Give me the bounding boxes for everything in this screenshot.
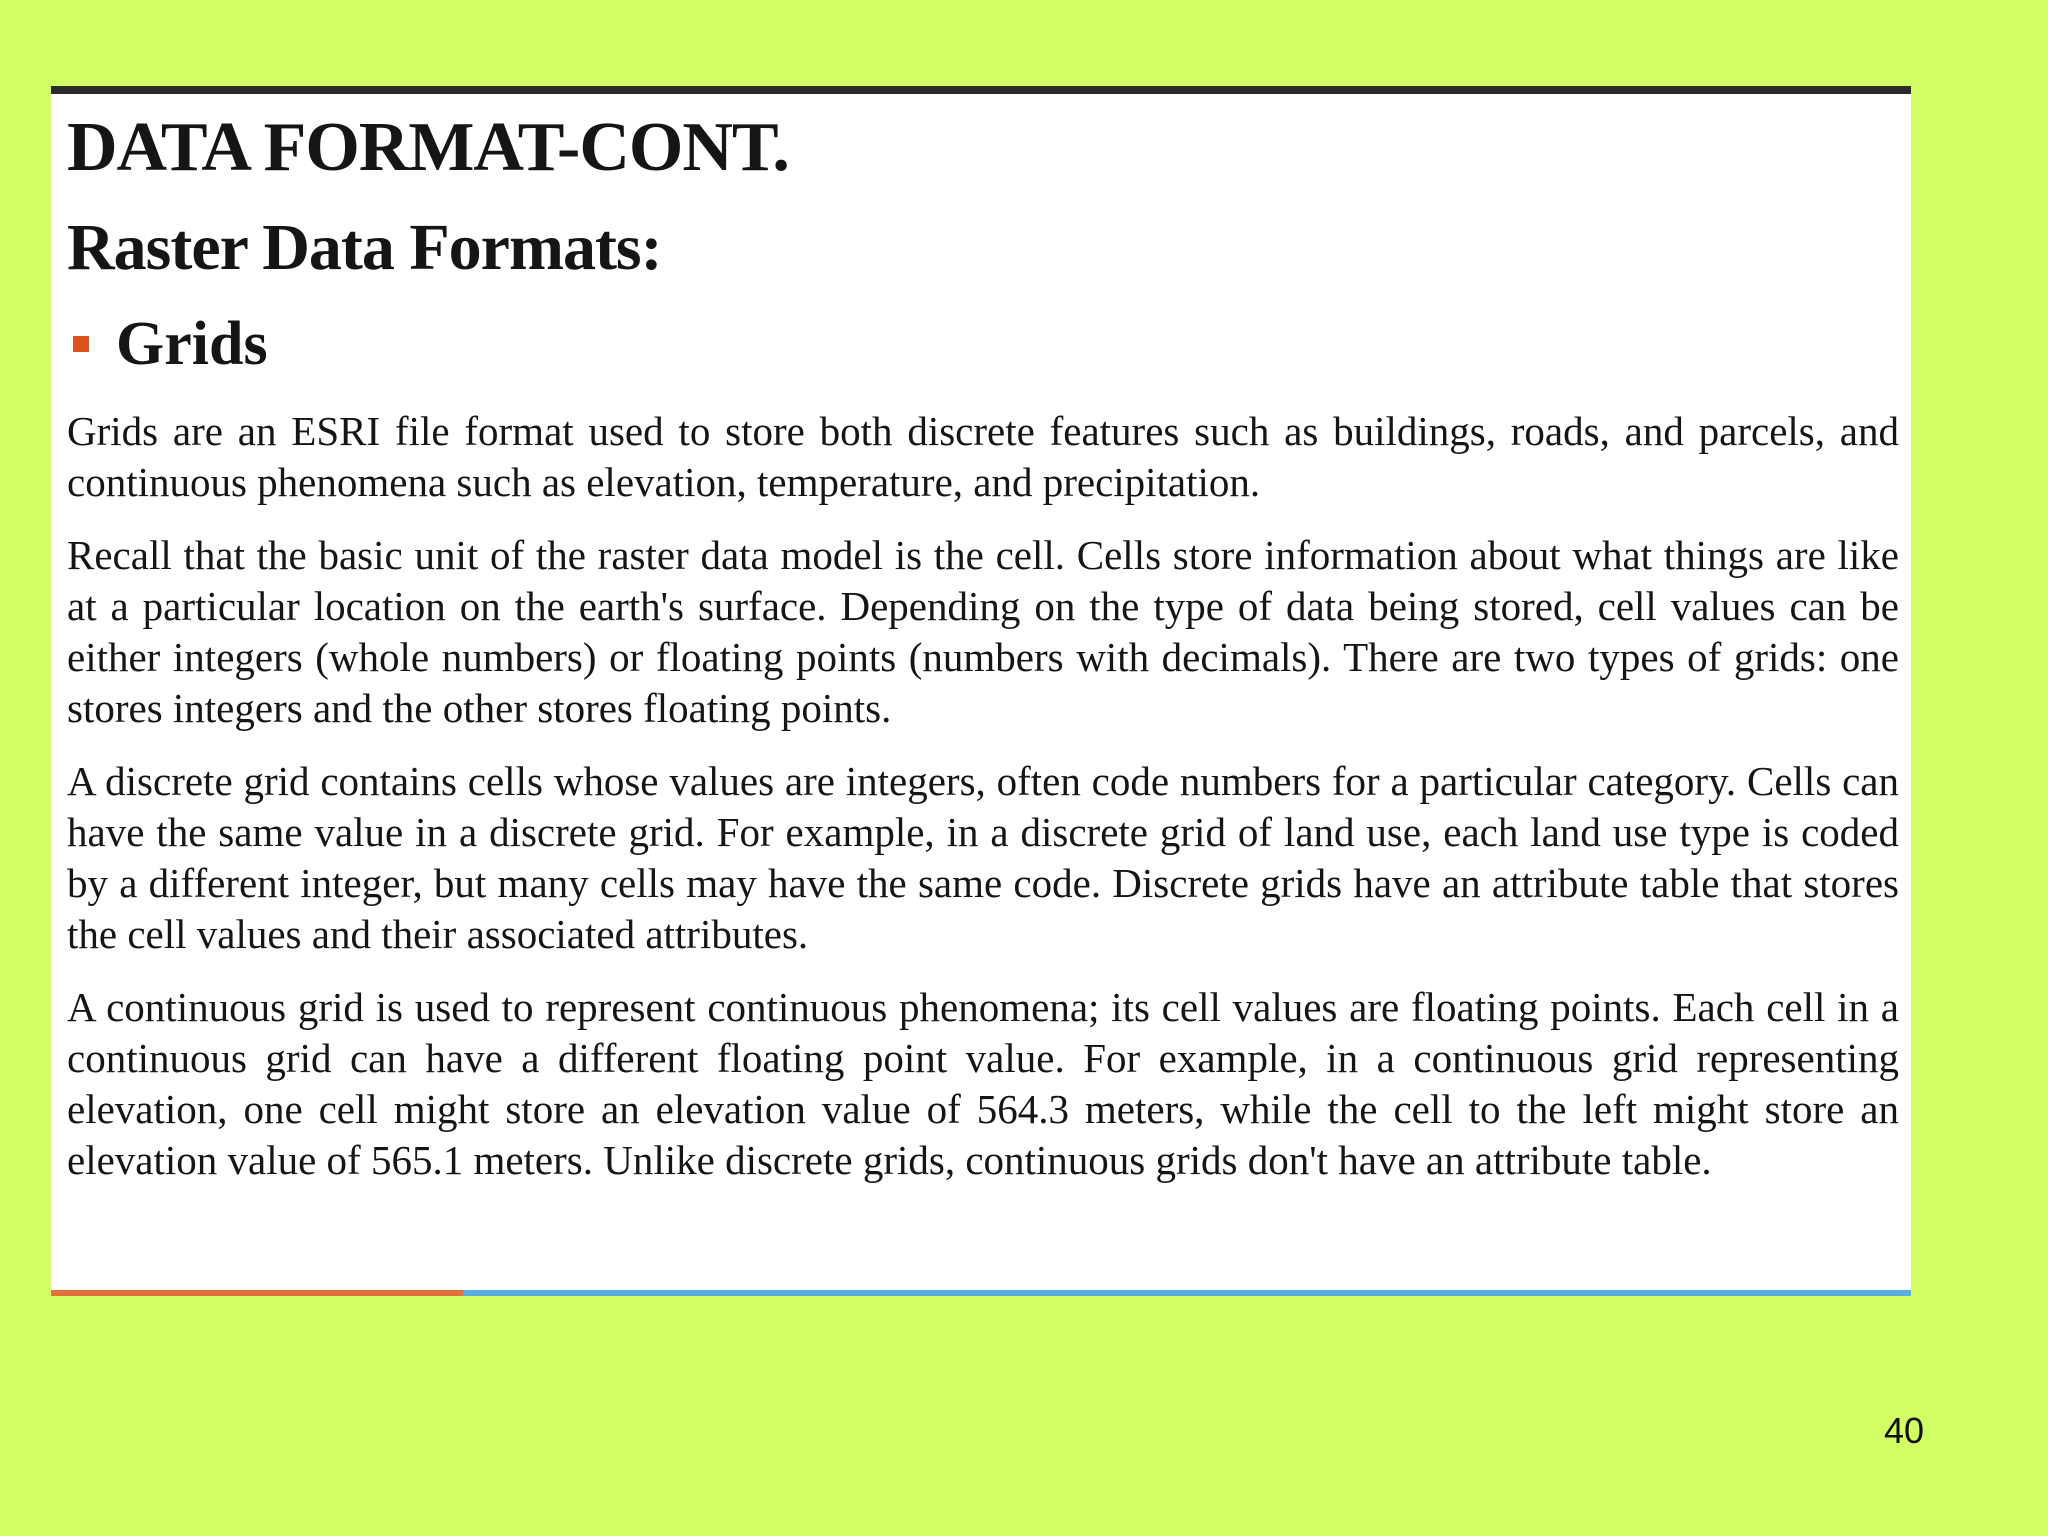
- paragraph-raster-cell: Recall that the basic unit of the raster data model is the cell. Cells store information about what things are like at a particular location on the earth's surface. Depending on the type of data being stored, cell values can be either integers (whole numbers) or floating points (numbers with decimals). There are two types of grids: one stores integers and the other stores floating points.: [67, 532, 1899, 731]
- bottom-divider-orange: [51, 1290, 463, 1296]
- paragraph-grids-intro: Grids are an ESRI file format used to store both discrete features such as buildings, roads, and parcels, and continuous phenomena such as elevation, temperature, and precipitation.: [67, 408, 1899, 505]
- page-number: 40: [1883, 1410, 1924, 1451]
- top-divider: [51, 86, 1911, 94]
- paragraph-discrete-grid: A discrete grid contains cells whose values are integers, often code numbers for a particular category. Cells can have the same value in a discrete grid. For example, in a discrete grid of land use, each land use type is coded by a different integer, but many cells may have the same code. Discrete grids have an attribute table that stores the cell values and their associated attributes.: [67, 758, 1899, 957]
- square-bullet-icon: [73, 336, 89, 352]
- paragraph-continuous-grid: A continuous grid is used to represent continuous phenomena; its cell values are floating points. Each cell in a continuous grid can have a different floating point value. For example, in a continuous grid representing elevation, one cell might store an elevation value of 564.3 meters, while the cell to the left might store an elevation value of 565.1 meters. Unlike discrete grids, continuous grids don't have an attribute table.: [67, 984, 1899, 1183]
- slide-title: DATA FORMAT-CONT.: [67, 109, 789, 186]
- slide-subtitle: Raster Data Formats:: [67, 211, 662, 284]
- bullet-label: Grids: [116, 310, 268, 378]
- bullet-item-grids: [67, 308, 1899, 380]
- slide-image-panel: [51, 86, 1911, 1296]
- bottom-divider-blue: [463, 1290, 1911, 1296]
- slide-content: [67, 108, 1899, 1186]
